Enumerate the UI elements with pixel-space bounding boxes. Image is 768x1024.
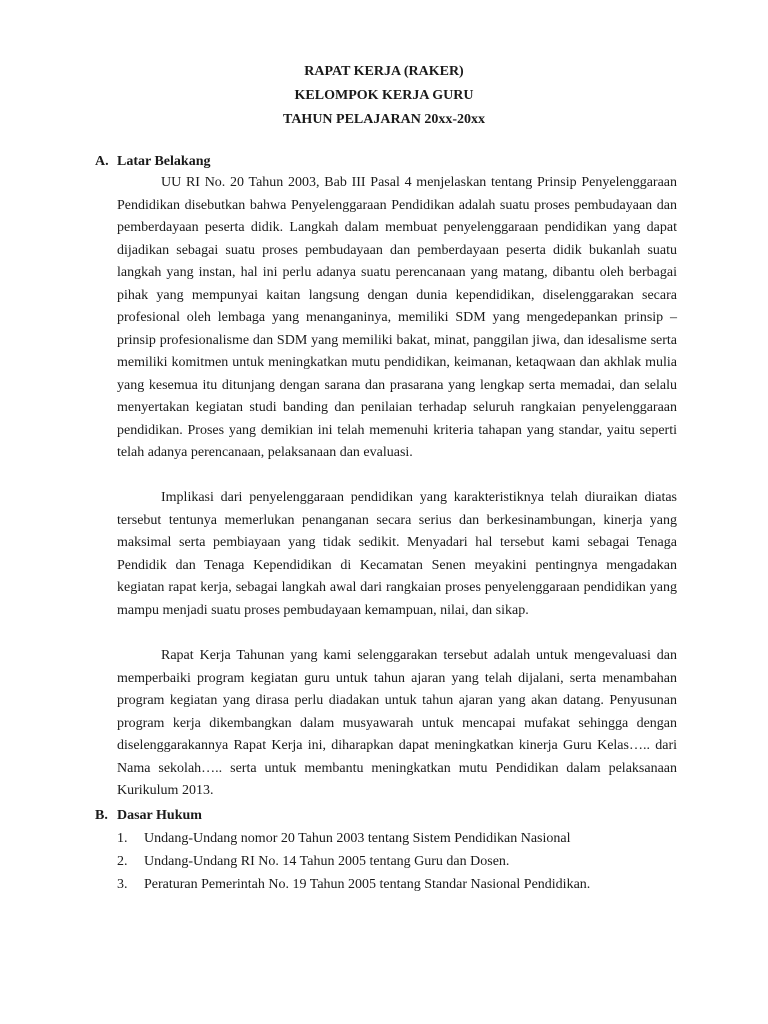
section-a-paragraph-1 — [117, 172, 677, 465]
document-title-line-3: TAHUN PELAJARAN 20xx-20xx — [283, 112, 485, 127]
list-item-number: 1. — [117, 831, 128, 846]
paragraph-1-text: UU RI No. 20 Tahun 2003, Bab III Pasal 4 menjelaskan tentang Prinsip Penyelenggaraan Pendidikan disebutkan bahwa Penyelenggaraan Pendidikan adalah suatu proses pembudayaan dan pemberdayaan peserta didik. Langkah dalam membuat penyelenggaraan pendidikan yang dapat dijadikan sebagai suatu proses pembudayaan dan pemberdayaan peserta didik bukanlah suatu langkah yang instan, hal ini perlu adanya suatu perencanaan yang matang, dibantu oleh berbagai pihak yang mempunyai kaitan langsung dengan dunia kependidikan, diselenggarakan secara profesional oleh lembaga yang menanganinya, memiliki SDM yang mengedepankan prinsip – prinsip profesionalisme dan SDM yang memiliki bakat, minat, panggilan jiwa, dan idesalisme serta memiliki komitmen untuk meningkatkan mutu pendidikan, keimanan, ketaqwaan dan akhlak mulia yang kesemua itu ditunjang dengan sarana dan prasarana yang lengkap serta memadai, dan selalu menyertakan kegiatan studi banding dan penilaian terhadap seluruh rangkaian penyelenggaraan pendidikan. Proses yang demikian ini telah memenuhi kriteria tahapan yang standar, yaitu seperti telah adanya perencanaan, pelaksanaan dan evaluasi. — [117, 175, 677, 460]
paragraph-2-text: Implikasi dari penyelenggaraan pendidikan yang karakteristiknya telah diuraikan diatas tersebut tentunya memerlukan penanganan secara serius dan berkesinambungan, kinerja yang maksimal serta pembiayaan yang tidak sedikit. Menyadari hal tersebut kami sebagai Tenaga Pendidik dan Tenaga Kependidikan di Kecamatan Senen meyakini pentingnya mengadakan kegiatan rapat kerja, sebagai langkah awal dari rangkaian proses penyelenggaraan pendidikan yang mampu menjadi suatu proses pembudayaan kemampuan, nilai, dan sikap. — [117, 490, 677, 618]
section-a-letter: A. — [95, 154, 109, 169]
list-item-text: Peraturan Pemerintah No. 19 Tahun 2005 tentang Standar Nasional Pendidikan. — [144, 877, 591, 892]
list-item — [117, 852, 677, 872]
list-item-number: 2. — [117, 854, 128, 869]
list-item — [117, 875, 677, 895]
list-item-text: Undang-Undang nomor 20 Tahun 2003 tentang Sistem Pendidikan Nasional — [144, 831, 571, 846]
list-item-number: 3. — [117, 877, 128, 892]
section-a-title: Latar Belakang — [117, 154, 211, 169]
section-a-heading — [95, 152, 210, 172]
list-item-text: Undang-Undang RI No. 14 Tahun 2005 tentang Guru dan Dosen. — [144, 854, 510, 869]
document-title-line-1: RAPAT KERJA (RAKER) — [304, 64, 464, 79]
document-title-line-2: KELOMPOK KERJA GURU — [294, 88, 474, 103]
section-b-title: Dasar Hukum — [117, 808, 202, 823]
section-a-paragraph-3 — [117, 645, 677, 803]
section-b-heading — [95, 806, 202, 826]
section-b-letter: B. — [95, 808, 108, 823]
section-a-paragraph-2 — [117, 487, 677, 622]
paragraph-3-text: Rapat Kerja Tahunan yang kami selenggarakan tersebut adalah untuk mengevaluasi dan memperbaiki program kegiatan guru untuk tahun ajaran yang telah dijalani, serta menambahan program kegiatan yang dirasa perlu diadakan untuk tahun ajaran yang akan datang. Penyusunan program kerja dikembangkan dalam musyawarah untuk mencapai mufakat sehingga dengan diselenggarakannya Rapat Kerja ini, diharapkan dapat meningkatkan kinerja Guru Kelas….. dari Nama sekolah….. serta untuk membantu meningkatkan mutu Pendidikan dalam pelaksanaan Kurikulum 2013. — [117, 648, 677, 798]
list-item — [117, 829, 677, 849]
